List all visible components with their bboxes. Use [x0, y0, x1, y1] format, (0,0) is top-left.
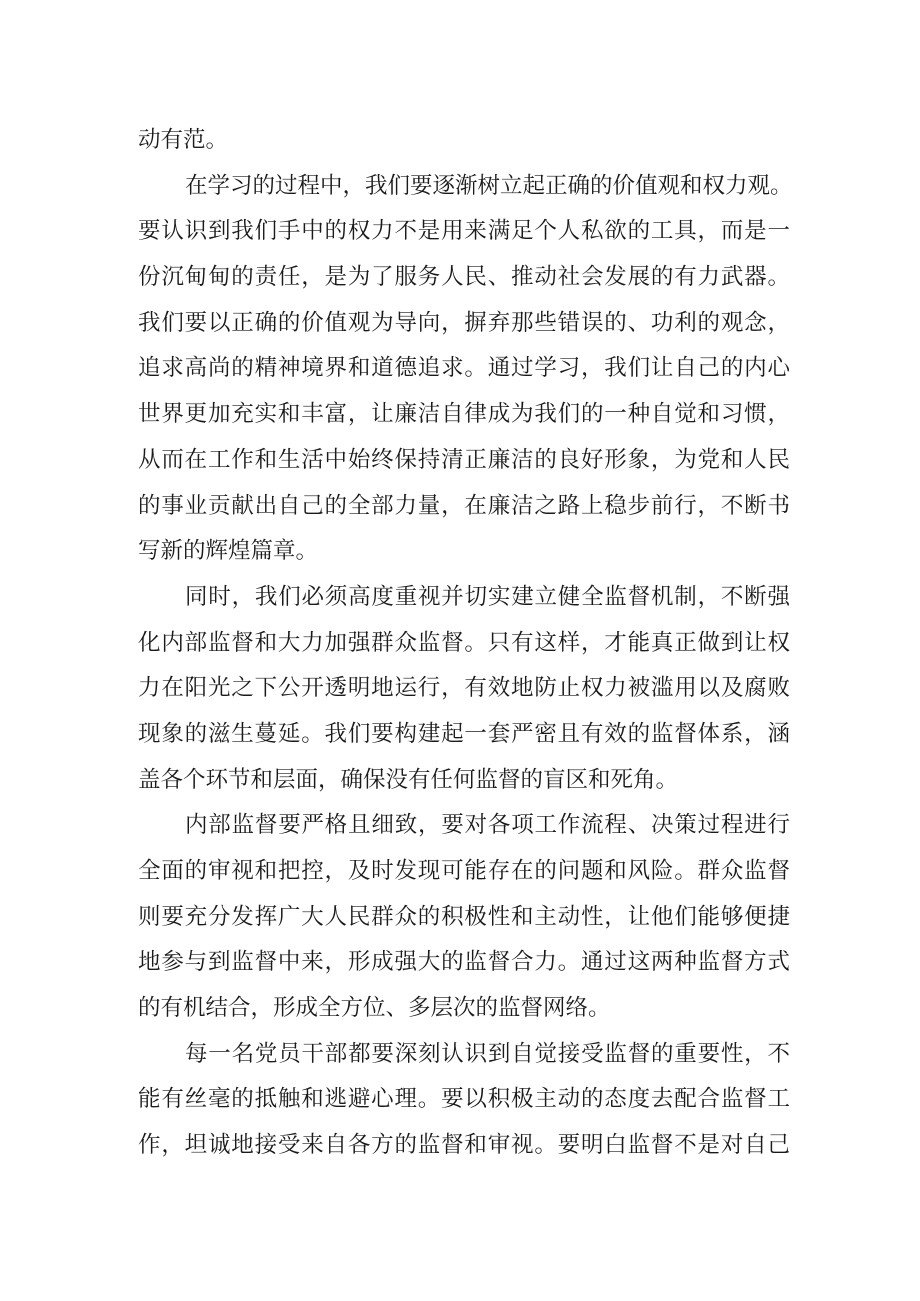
paragraph-internal-supervision [138, 803, 790, 1031]
text-line: 能有丝毫的抵触和逃避心理。要以积极主动的态度去配合监督工 [138, 1086, 790, 1113]
text-line: 地参与到监督中来，形成强大的监督合力。通过这两种监督方式 [138, 949, 790, 976]
text-line: 要认识到我们手中的权力不是用来满足个人私欲的工具，而是一 [138, 218, 790, 245]
text-line: 从而在工作和生活中始终保持清正廉洁的良好形象，为党和人民 [138, 446, 790, 473]
paragraph-values [138, 164, 793, 575]
text-line: 全面的审视和把控，及时发现可能存在的问题和风险。群众监督 [138, 858, 790, 884]
text-line: 的事业贡献出自己的全部力量，在廉洁之路上稳步前行，不断书 [138, 492, 790, 519]
text-line: 盖各个环节和层面，确保没有任何监督的盲区和死角。 [138, 766, 679, 793]
text-line: 则要充分发挥广大人民群众的积极性和主动性，让他们能够便捷 [138, 903, 790, 930]
text-line: 化内部监督和大力加强群众监督。只有这样，才能真正做到让权 [138, 629, 790, 656]
text-line: 我们要以正确的价值观为导向，摒弃那些错误的、功利的观念， [138, 309, 790, 336]
text-line: 写新的辉煌篇章。 [138, 538, 319, 565]
text-line: 作，坦诚地接受来自各方的监督和审视。要明白监督不是对自己 [138, 1132, 790, 1159]
paragraph-accept-supervision [138, 1032, 790, 1169]
text-line: 每一名党员干部都要深刻认识到自觉接受监督的重要性，不 [185, 1040, 790, 1067]
document-body [138, 118, 793, 1169]
text-line: 追求高尚的精神境界和道德追求。通过学习，我们让自己的内心 [138, 355, 790, 382]
text-line: 同时，我们必须高度重视并切实建立健全监督机制，不断强 [185, 583, 790, 610]
text-line: 的有机结合，形成全方位、多层次的监督网络。 [138, 995, 611, 1022]
paragraph-continuation [138, 118, 790, 164]
text-line: 在学习的过程中，我们要逐渐树立起正确的价值观和权力观。 [185, 172, 793, 199]
text-line: 现象的滋生蔓延。我们要构建起一套严密且有效的监督体系，涵 [138, 720, 790, 747]
text-line: 动有范。 [138, 127, 229, 153]
text-line: 份沉甸甸的责任，是为了服务人民、推动社会发展的有力武器。 [138, 264, 790, 291]
text-line: 力在阳光之下公开透明地运行，有效地防止权力被滥用以及腐败 [138, 675, 790, 702]
text-line: 内部监督要严格且细致，要对各项工作流程、决策过程进行 [185, 812, 790, 839]
text-line: 世界更加充实和丰富，让廉洁自律成为我们的一种自觉和习惯， [138, 401, 790, 428]
paragraph-supervision-mechanism [138, 575, 790, 803]
